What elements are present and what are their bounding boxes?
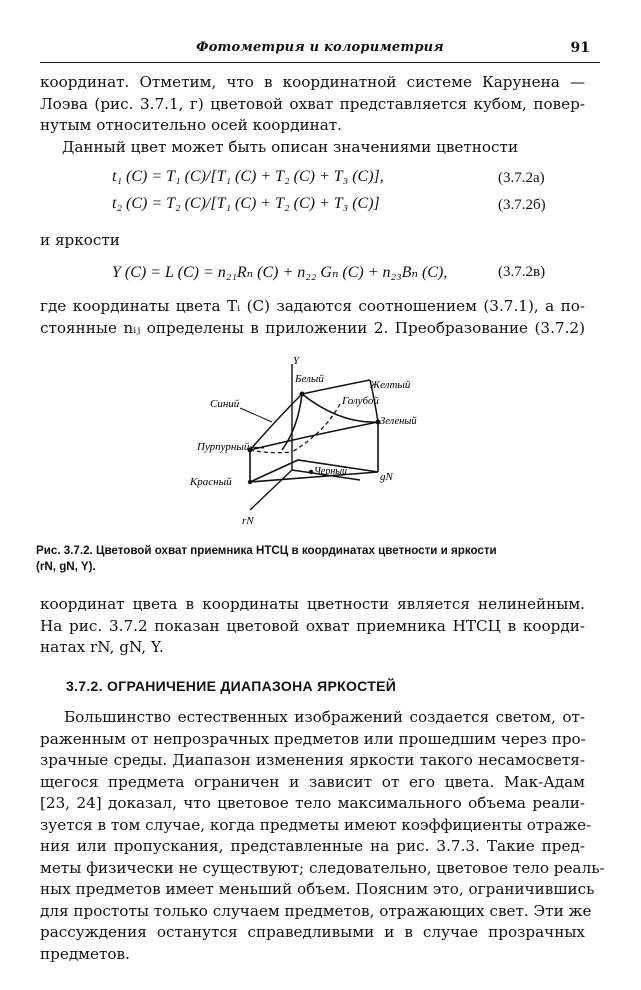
text-line: нутым относительно осей координат. — [40, 116, 342, 134]
text-line: ния или пропускания, представленные на рис. 3.7.3. Такие пред- — [40, 837, 585, 855]
section-heading: 3.7.2. ОГРАНИЧЕНИЕ ДИАПАЗОНА ЯРКОСТЕЙ — [66, 678, 397, 694]
text-line: ных предметов имеет меньший объем. Поясним это, ограничившись — [40, 880, 595, 898]
text-line: раженным от непрозрачных предметов или прошедшим через про- — [40, 729, 586, 748]
text-line: Данный цвет может быть описан значениями цветности — [62, 138, 519, 156]
intro-paragraph — [40, 72, 585, 137]
rn-axis-line — [250, 470, 292, 510]
text-line: где координаты цвета Tᵢ (C) задаются соотношением (3.7.1), а по- — [40, 297, 585, 315]
equation-3-7-2b: t₂ (C) = T₂ (C)/[T₁ (C) + T₂ (C) + T₃ (C)] — [112, 195, 380, 212]
yellow-label: Желтый — [370, 379, 411, 391]
page-number: 91 — [570, 40, 590, 56]
caption-line: Рис. 3.7.2. Цветовой охват приемника НТСЦ в координатах цветности и яркости — [36, 544, 497, 557]
text-line: щегося предмета ограничен и зависит от его цвета. Мак-Адам — [40, 772, 585, 791]
after-figure-paragraph — [40, 594, 585, 659]
black-vertex — [309, 470, 313, 474]
text-line: стоянные nᵢⱼ определены в приложении 2. Преобразование (3.7.2) — [40, 318, 585, 337]
blue-leader — [240, 408, 272, 422]
text-line: зуется в том случае, когда предметы имеют коэффициенты отраже- — [40, 815, 592, 834]
y-axis-label: Y — [293, 355, 300, 367]
text-line: координат цвета в координаты цветности является нелинейным. — [40, 595, 585, 613]
red-label: Красный — [190, 476, 232, 488]
rn-label: rN — [242, 515, 254, 527]
gn-label: gN — [380, 471, 393, 483]
text-line: зрачные среды. Диапазон изменения яркости такого несамосветя- — [40, 751, 585, 769]
body-paragraph — [40, 707, 605, 965]
black-label: Черный — [314, 466, 348, 477]
equation-number-b: (3.7.2б) — [498, 197, 546, 213]
white-purple-edge — [250, 394, 302, 450]
cyan-label: Голубой — [342, 395, 379, 407]
text-line: меты физически не существуют; следовательно, цветовое тело реаль- — [40, 858, 605, 877]
white-vertex — [300, 392, 305, 397]
describe-paragraph — [62, 137, 585, 159]
equation-number-v: (3.7.2в) — [498, 264, 546, 280]
text-line: [23, 24] доказал, что цветовое тело максимального объема реали- — [40, 794, 585, 812]
white-label: Белый — [295, 373, 324, 385]
text-line: Большинство естественных изображений создается светом, от- — [64, 708, 585, 726]
text-line: и яркости — [40, 231, 120, 249]
text-line: координат. Отметим, что в координатной системе Карунена — — [40, 73, 585, 91]
green-label: Зеленый — [380, 416, 417, 427]
brightness-intro — [40, 230, 240, 252]
where-paragraph — [40, 296, 585, 339]
header-rule — [40, 62, 600, 63]
purple-dashed-edge — [250, 450, 292, 453]
running-title: Фотометрия и колориметрия — [196, 40, 444, 55]
text-line: для простоты только случаем предметов, отражающих свет. Эти же — [40, 901, 592, 920]
caption-line: (rN, gN, Y). — [36, 560, 96, 573]
text-line: На рис. 3.7.2 показан цветовой охват приемника НТСЦ в коорди- — [40, 616, 585, 635]
running-header — [40, 40, 600, 62]
text-line: Лоэва (рис. 3.7.1, г) цветовой охват представляется кубом, повер- — [40, 94, 585, 113]
purple-label: Пурпурный — [197, 441, 250, 453]
equation-number-a: (3.7.2a) — [498, 170, 545, 186]
text-line: предметов. — [40, 944, 130, 963]
red-vertex — [248, 480, 252, 484]
text-line: натах rN, gN, Y. — [40, 638, 164, 656]
equation-3-7-2v: Y (C) = L (C) = n₂₁Rₙ (C) + n₂₂ Gₙ (C) + n₂₃Bₙ (C), — [112, 264, 448, 281]
purple-green-edge — [250, 422, 378, 450]
figure-caption — [36, 543, 596, 575]
equation-3-7-2a: t₁ (C) = T₁ (C)/[T₁ (C) + T₂ (C) + T₃ (C)], — [112, 168, 384, 185]
blue-label: Синий — [210, 398, 240, 410]
ntsc-gamut-figure — [180, 352, 460, 532]
text-line: рассуждения останутся справедливыми и в случае прозрачных — [40, 923, 585, 941]
